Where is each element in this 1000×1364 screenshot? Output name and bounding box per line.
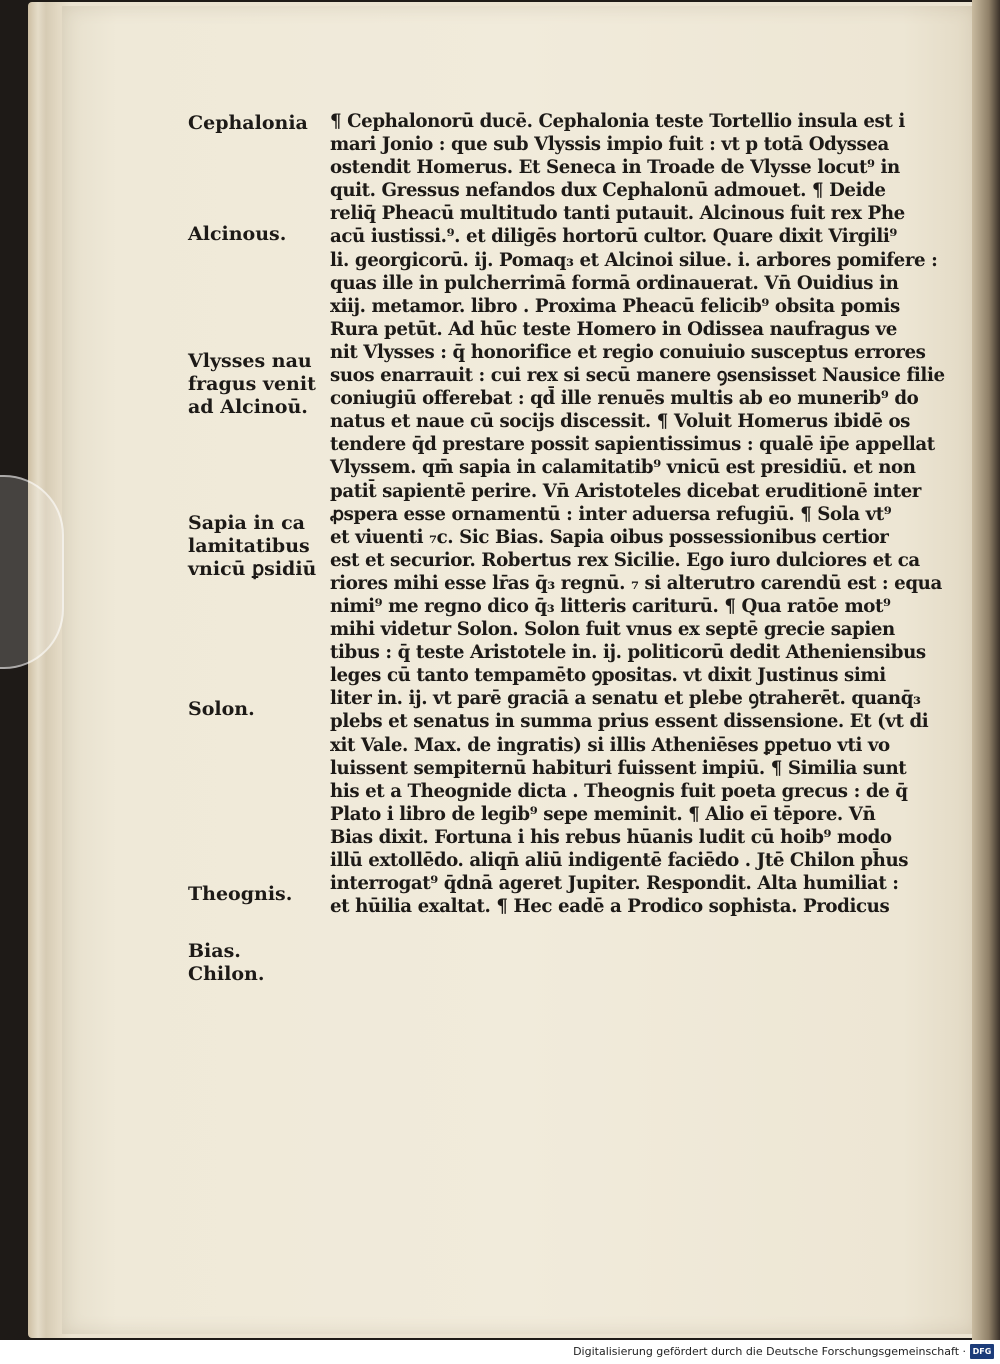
- text-line: ¶ Cephalonorū ducē. Cephalonia teste Tortellio insula est i: [330, 111, 905, 132]
- footer-credit: Digitalisierung gefördert durch die Deutsche Forschungsgemeinschaft ·: [573, 1345, 966, 1358]
- text-line: Rura petūt. Ad hūc teste Homero in Odissea naufragus ve: [330, 318, 897, 340]
- text-line: nit Vlysses : q̄ honorifice et regio conuiuio susceptus errores: [330, 341, 926, 363]
- text-line: Vlyssem. qm̄ sapia in calamitatib⁹ vnicū est presidiū. et non: [330, 457, 916, 479]
- marginal-note-sapientia: Sapia in ca lamitatibus vnicū ꝑsidiū: [188, 512, 317, 580]
- text-line: natus et naue cū socijs discessit. ¶ Voluit Homerus ibidē os: [330, 411, 911, 433]
- text-line: illū extollēdo. aliqn̄ aliū indigentē faciēdo . Jtē Chilon ph̄us: [330, 850, 909, 871]
- text-line: xiij. metamor. libro . Proxima Pheacū felicib⁹ obsita pomis: [330, 295, 900, 317]
- text-line: Plato i libro de legib⁹ sepe meminit. ¶ Alio eī tēpore. Vn̄: [330, 803, 876, 825]
- text-line: plebs et senatus in summa prius essent dissensione. Et (vt di: [330, 711, 929, 733]
- text-line: coniugiū offerebat : qd̄ ille renuēs multis ab eo munerib⁹ do: [330, 388, 919, 410]
- main-text-block: [330, 110, 945, 918]
- text-line: xit Vale. Max. de ingratis) si illis Atheniēses ꝑpetuo vti vo: [330, 734, 890, 756]
- text-line: suos enarrauit : cui rex si secū manere ꝯsensisset Nausice filie: [330, 365, 945, 387]
- text-line: mari Jonio : que sub Vlyssis impio fuit : vt p totā Odyssea: [330, 134, 889, 156]
- marginal-note-solon: Solon.: [188, 698, 255, 720]
- dfg-logo: DFG: [970, 1344, 994, 1359]
- page-fold-shadow: [972, 0, 1000, 1340]
- text-line: Bias dixit. Fortuna i his rebus hūanis ludit cū hoib⁹ modo: [330, 826, 892, 848]
- text-line: li. georgicorū. ij. Pomaq₃ et Alcinoi silue. i. arbores pomifere :: [330, 249, 938, 271]
- text-line: riores mihi esse lr̄as q̄₃ regnū. ₇ si alterutro carendū est : equa: [330, 572, 942, 594]
- text-line: ꝓspera esse ornamentū : inter aduersa refugiū. ¶ Sola vt⁹: [330, 503, 892, 525]
- text-line: luissent sempiternū habituri fuissent impiū. ¶ Similia sunt: [330, 757, 907, 779]
- text-line: mihi videtur Solon. Solon fuit vnus ex septē grecie sapien: [330, 619, 895, 641]
- marginal-note-ulysses: Vlysses nau fragus venit ad Alcinoū.: [188, 350, 316, 418]
- text-line: ostendit Homerus. Et Seneca in Troade de Vlysse locut⁹ in: [330, 157, 900, 179]
- text-line: quas ille in pulcherrimā formā ordinauerat. Vn̄ Ouidius in: [330, 272, 899, 294]
- text-line: quit. Gressus nefandos dux Cephalonū admouet. ¶ Deide: [330, 180, 886, 202]
- text-line: reliq̄ Pheacū multitudo tanti putauit. Alcinous fuit rex Phe: [330, 203, 905, 225]
- text-line: liter in. ij. vt parē graciā a senatu et plebe ꝯtraherēt. quanq̄₃: [330, 688, 921, 710]
- text-line: tendere q̄d prestare possit sapientissimus : qualē ip̄e appellat: [330, 434, 935, 456]
- marginal-note-bias-chilon: Bias. Chilon.: [188, 940, 265, 985]
- text-line: interrogat⁹ q̄dnā ageret Jupiter. Respondit. Alta humiliat :: [330, 873, 899, 895]
- text-line: nimi⁹ me regno dico q̄₃ litteris cariturū. ¶ Qua ratōe mot⁹: [330, 595, 891, 617]
- marginal-note-cephalonia: Cephalonia: [188, 112, 308, 134]
- text-line: et hūilia exaltat. ¶ Hec eadē a Prodico sophista. Prodicus: [330, 896, 890, 918]
- page-clip: [0, 475, 64, 669]
- marginal-note-theognis: Theognis.: [188, 883, 293, 905]
- text-line: et viuenti ₇c. Sic Bias. Sapia oibus possessionibus certior: [330, 526, 889, 548]
- text-line: his et a Theognide dicta . Theognis fuit poeta grecus : de q̄: [330, 780, 908, 802]
- marginal-note-alcinous: Alcinous.: [188, 223, 287, 245]
- text-line: leges cū tanto tempamēto ꝯpositas. vt dixit Justinus simi: [330, 665, 886, 687]
- text-line: patit̄ sapientē perire. Vn̄ Aristoteles dicebat eruditionē inter: [330, 480, 921, 502]
- text-line: tibus : q̄ teste Aristotele in. ij. politicorū dedit Atheniensibus: [330, 642, 926, 664]
- text-line: acū iustissi.⁹. et diligēs hortorū cultor. Quare dixit Virgili⁹: [330, 226, 897, 248]
- digitization-footer: [0, 1340, 1000, 1364]
- text-line: est et securior. Robertus rex Sicilie. Ego iuro dulciores et ca: [330, 549, 920, 571]
